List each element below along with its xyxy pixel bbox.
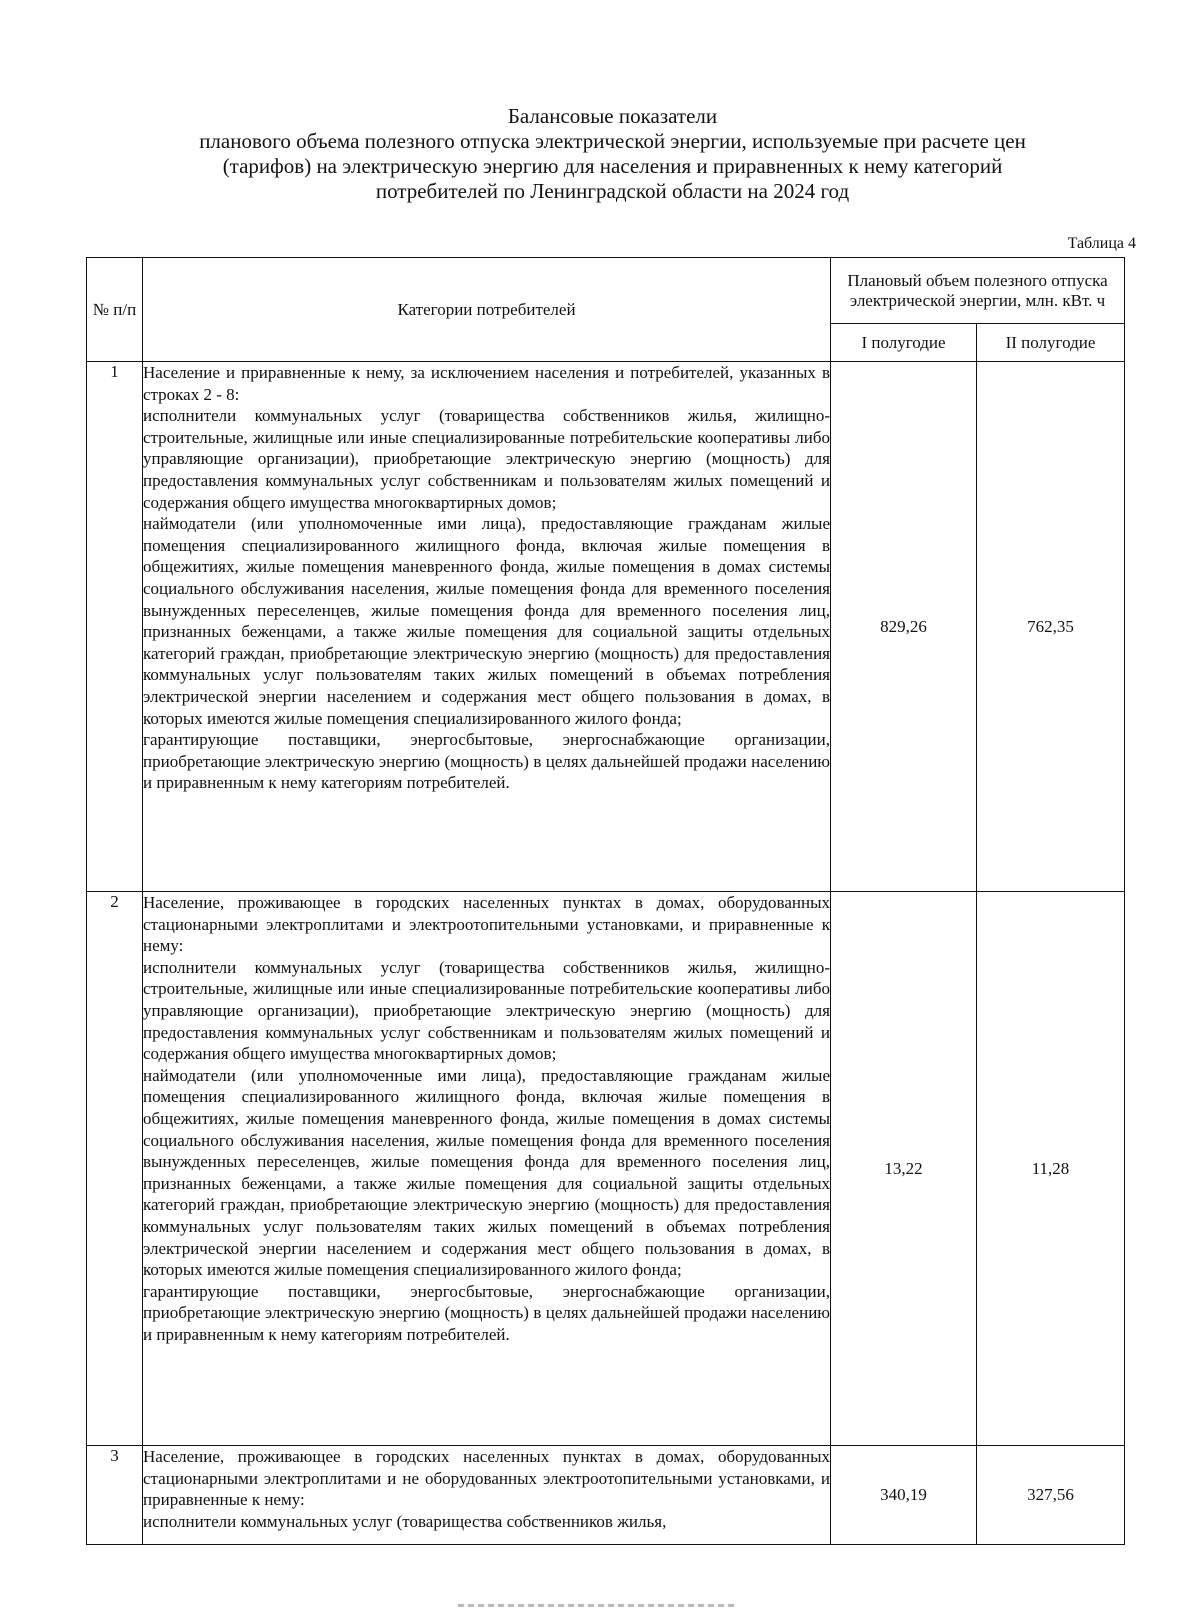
row-number: 2 <box>87 892 143 1446</box>
category-paragraph: Население и приравненные к нему, за исключением населения и потребителей, указанных в строках 2 - 8: <box>143 363 830 404</box>
table-row <box>87 1446 1125 1545</box>
row-category <box>143 1446 831 1545</box>
title-line: Балансовые показатели <box>507 104 718 128</box>
category-paragraph: Население, проживающее в городских населенных пунктах в домах, оборудованных стационарными электроплитами и не оборудованных электроотопительными установками, и приравненные к нему: <box>143 1447 830 1510</box>
value-first-half: 829,26 <box>831 362 977 892</box>
balance-table <box>86 257 1125 1545</box>
category-paragraph: наймодатели (или уполномоченные ими лица), предоставляющие гражданам жилые помещения специализированного жилищного фонда, включая жилые помещения в общежитиях, жилые помещения маневренного фонда, жилые помещения в домах системы социального обслуживания населения, жилые помещения фонда для временного поселения вынужденных переселенцев, жилые помещения фонда для временного поселения лиц, признанных беженцами, а также жилые помещения для социальной защиты отдельных категорий граждан, приобретающие электрическую энергию (мощность) для предоставления коммунальных услуг пользователям таких жилых помещений в объемах потребления электрической энергии населением и содержания мест общего пользования в домах, в которых имеются жилые помещения специализированного жилого фонда; <box>143 1065 830 1280</box>
header-category: Категории потребителей <box>143 258 831 362</box>
category-paragraph: наймодатели (или уполномоченные ими лица), предоставляющие гражданам жилые помещения специализированного жилищного фонда, включая жилые помещения в общежитиях, жилые помещения маневренного фонда, жилые помещения в домах системы социального обслуживания населения, жилые помещения фонда для временного поселения вынужденных переселенцев, жилые помещения фонда для временного поселения лиц, признанных беженцами, а также жилые помещения для социальной защиты отдельных категорий граждан, приобретающие электрическую энергию (мощность) для предоставления коммунальных услуг пользователям таких жилых помещений в объемах потребления электрической энергии населением и содержания мест общего пользования в домах, в которых имеются жилые помещения специализированного жилого фонда; <box>143 514 830 728</box>
table-number-label: Таблица 4 <box>1067 235 1136 252</box>
table-row <box>87 362 1125 892</box>
category-paragraph: исполнители коммунальных услуг (товарищества собственников жилья, <box>143 1511 667 1531</box>
value-first-half: 340,19 <box>831 1446 977 1545</box>
value-second-half: 762,35 <box>977 362 1125 892</box>
value-second-half: 11,28 <box>977 892 1125 1446</box>
category-paragraph: Население, проживающее в городских населенных пунктах в домах, оборудованных стационарными электроплитами и электроотопительными установками, и приравненные к нему: <box>143 893 830 956</box>
row-number: 3 <box>87 1446 143 1545</box>
category-paragraph: исполнители коммунальных услуг (товарищества собственников жилья, жилищно-строительные, жилищные или иные специализированные потребительские кооперативы либо управляющие организации), приобретающие электрическую энергию (мощность) для предоставления коммунальных услуг собственникам и пользователям жилых помещений и содержания общего имущества многоквартирных домов; <box>143 957 830 1064</box>
header-num: № п/п <box>87 258 143 362</box>
category-paragraph: гарантирующие поставщики, энергосбытовые, энергоснабжающие организации, приобретающие электрическую энергию (мощность) в целях дальнейшей продажи населению и приравненным к нему категориям потребителей. <box>143 1281 830 1344</box>
value-second-half: 327,56 <box>977 1446 1125 1545</box>
row-number: 1 <box>87 362 143 892</box>
header-first-half: I полугодие <box>831 324 977 362</box>
row-category <box>143 892 831 1446</box>
title-line: потребителей по Ленинградской области на 2024 год <box>375 179 850 203</box>
title-line: планового объема полезного отпуска электрической энергии, используемые при расчете цен <box>199 129 1026 153</box>
category-paragraph: исполнители коммунальных услуг (товарищества собственников жилья, жилищно-строительные, жилищные или иные специализированные потребительские кооперативы либо управляющие организации), приобретающие электрическую энергию (мощность) для предоставления коммунальных услуг собственникам и пользователям жилых помещений и содержания общего имущества многоквартирных домов; <box>143 406 830 512</box>
header-second-half: II полугодие <box>977 324 1125 362</box>
scan-artifact-mark <box>458 1604 738 1607</box>
document-title <box>120 104 1105 204</box>
table-header-row <box>87 258 1125 324</box>
value-first-half: 13,22 <box>831 892 977 1446</box>
header-volume: Плановый объем полезного отпуска электрической энергии, млн. кВт. ч <box>831 258 1125 324</box>
category-paragraph: гарантирующие поставщики, энергосбытовые, энергоснабжающие организации, приобретающие электрическую энергию (мощность) в целях дальнейшей продажи населению и приравненным к нему категориям потребителей. <box>143 730 830 793</box>
table-row <box>87 892 1125 1446</box>
row-category <box>143 362 831 892</box>
title-line: (тарифов) на электрическую энергию для населения и приравненных к нему категорий <box>222 154 1003 178</box>
